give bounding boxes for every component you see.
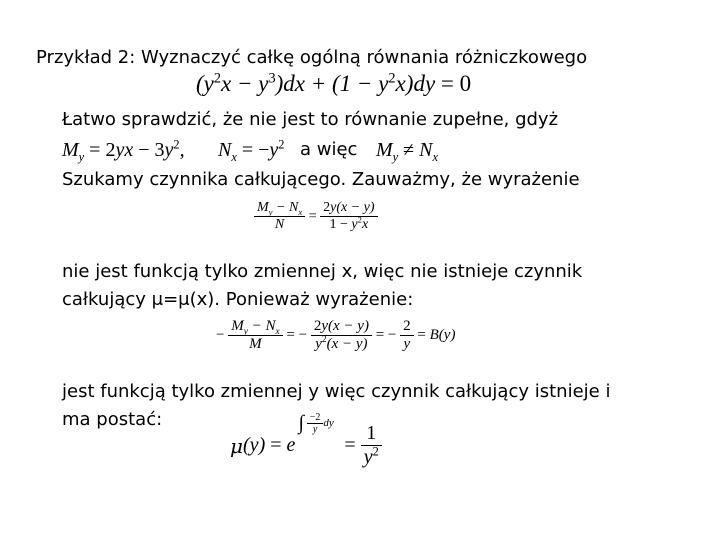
- partial-derivative-nx: $N_x = -y^2$: [218, 137, 285, 164]
- text-szukamy: Szukamy czynnika całkującego. Zauważmy, że wyrażenie: [62, 169, 580, 190]
- text-nie-jest-1: nie jest funkcją tylko zmiennej x, więc nie istnieje czynnik: [62, 261, 583, 282]
- partial-derivative-my: $M_y = 2yx - 3y^2$,: [62, 137, 185, 164]
- text-not-exact: Łatwo sprawdzić, że nie jest to równanie zupełne, gdyż: [62, 109, 559, 130]
- text-jest-2: ma postać:: [62, 409, 163, 430]
- ratio-expression-x: $\frac{M_y - N_x}{N}$ = $\frac{2y(x - y)}{1 - y^2x}$: [254, 200, 378, 233]
- text-nie-jest-2: całkujący μ=μ(x). Ponieważ wyrażenie:: [62, 289, 414, 310]
- my-not-equal-nx: $M_y \ne N_x$: [376, 139, 438, 164]
- integrating-factor-formula: μ(y) = e ∫ $\frac{-2}{y}$ dy = $\frac{1}{y^2}$: [230, 422, 382, 469]
- ratio-expression-y: − $\frac{M_y - N_x}{M}$ = − $\frac{2y(x - y)}{y^2(x - y)}$ = − $\frac{2}{y}$ = B(y): [216, 318, 456, 352]
- text-jest-1: jest funkcją tylko zmiennej y więc czynnik całkujący istnieje i: [62, 381, 611, 402]
- differential-equation: $(y^2x - y^3)dx + (1 - y^2x)dy = 0$: [196, 70, 472, 96]
- slide-title: Przykład 2: Wyznaczyć całkę ogólną równania różniczkowego: [36, 47, 588, 68]
- text-a-wiec: a więc: [300, 139, 358, 160]
